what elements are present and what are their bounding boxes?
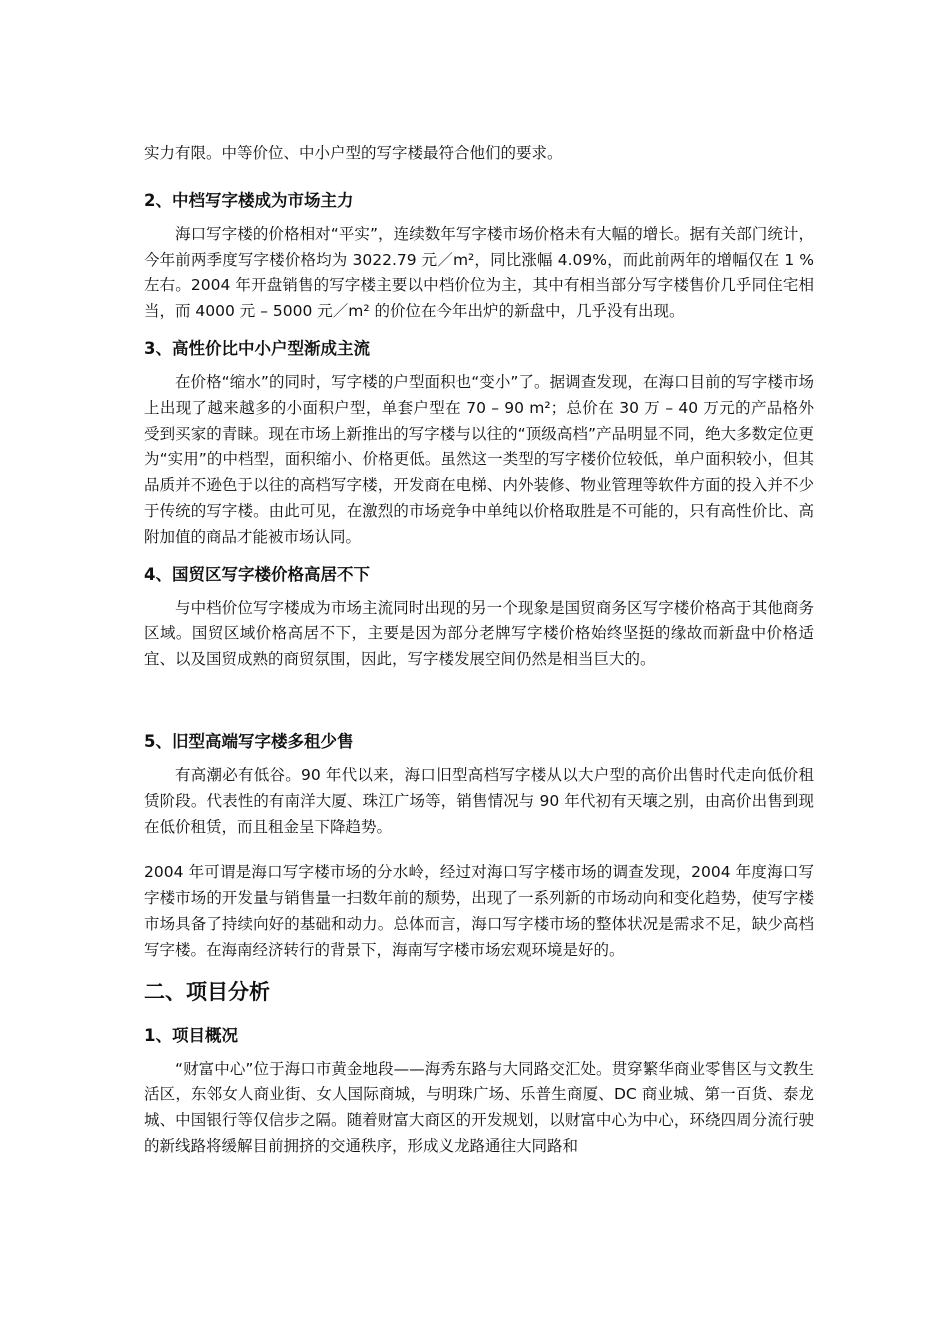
part-2-heading: 二、项目分析 xyxy=(144,979,270,1004)
section-3-paragraph: 在价格“缩水”的同时，写字楼的户型面积也“变小”了。据调查发现，在海口目前的写字楼市场上出现了越来越多的小面积户型，单套户型在 70 – 90 m²；总价在 30 万 – 40 万元的产品格外受到买家的青睐。现在市场上新推出的写字楼与以往的“顶级高档”产品明显不同，绝大多数定位更为“实用”的中档型，面积缩小、价格更低。虽然这一类型的写字楼价位较低，单户面积较小，但其品质并不逊色于以往的高档写字楼，开发商在电梯、内外装修、物业管理等软件方面的投入并不少于传统的写字楼。由此可见，在激烈的市场竞争中单纯以价格取胜是不可能的，只有高性价比、高附加值的商品才能被市场认同。 xyxy=(144,372,814,546)
project-overview-heading: 1、项目概况 xyxy=(144,1025,238,1045)
section-3-heading: 3、高性价比中小户型渐成主流 xyxy=(144,338,370,358)
section-4-paragraph: 与中档价位写字楼成为市场主流同时出现的另一个现象是国贸商务区写字楼价格高于其他商务区域。国贸区域价格高居不下，主要是因为部分老牌写字楼价格始终坚挺的缘故而新盘中价格适宜、以及国贸成熟的商贸氛围，因此，写字楼发展空间仍然是相当巨大的。 xyxy=(144,598,814,669)
section-4-heading: 4、国贸区写字楼价格高居不下 xyxy=(144,564,370,584)
project-overview-paragraph: “财富中心”位于海口市黄金地段——海秀东路与大同路交汇处。贯穿繁华商业零售区与文教生活区，东邻女人商业街、女人国际商城，与明珠广场、乐普生商厦、DC 商业城、第一百货、泰龙城、中国银行等仅信步之隔。随着财富大商区的开发规划，以财富中心为中心，环绕四周分流行驶的新线路将缓解目前拥挤的交通秩序，形成义龙路通往大同路和 xyxy=(144,1059,814,1155)
section-2-heading: 2、中档写字楼成为市场主力 xyxy=(144,190,354,210)
section-5-heading: 5、旧型高端写字楼多租少售 xyxy=(144,731,354,751)
section-2-paragraph: 海口写字楼的价格相对“平实”，连续数年写字楼市场价格未有大幅的增长。据有关部门统计，今年前两季度写字楼价格均为 3022.79 元／m²，同比涨幅 4.09%，而此前两年的增幅仅在 1 %左右。2004 年开盘销售的写字楼主要以中档价位为主，其中有相当部分写字楼售价几乎同住宅相当，而 4000 元 – 5000 元／m² 的价位在今年出炉的新盘中，几乎没有出现。 xyxy=(144,224,814,321)
intro-paragraph: 实力有限。中等价位、中小户型的写字楼最符合他们的要求。 xyxy=(144,144,563,162)
document-body xyxy=(144,141,814,1160)
summary-paragraph: 2004 年可谓是海口写字楼市场的分水岭，经过对海口写字楼市场的调查发现，2004 年度海口写字楼市场的开发量与销售量一扫数年前的颓势，出现了一系列新的市场动向和变化趋势，使写字楼市场具备了持续向好的基础和动力。总体而言，海口写字楼市场的整体状况是需求不足，缺少高档写字楼。在海南经济转行的背景下，海南写字楼市场宏观环境是好的。 xyxy=(144,863,814,959)
section-5-paragraph: 有高潮必有低谷。90 年代以来，海口旧型高档写字楼从以大户型的高价出售时代走向低价租赁阶段。代表性的有南洋大厦、珠江广场等，销售情况与 90 年代初有天壤之别，由高价出售到现在低价租赁，而且租金呈下降趋势。 xyxy=(144,765,814,836)
